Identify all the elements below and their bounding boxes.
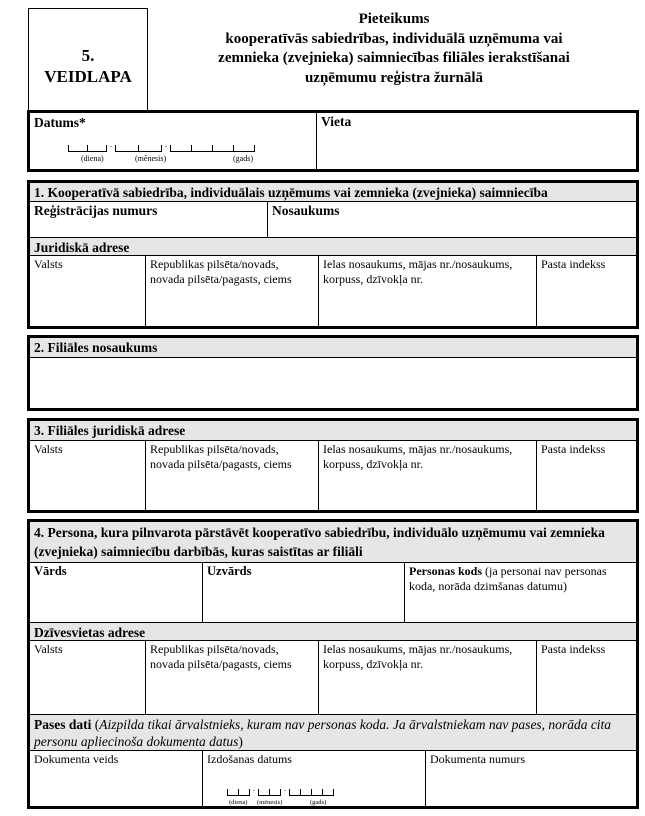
personal-code-note: (ja personai nav personas koda, norāda dzimšanas datumu) bbox=[409, 564, 607, 593]
form-number: 5. bbox=[81, 46, 95, 65]
street-field[interactable]: Ielas nosaukums, mājas nr./nosaukums, korpuss, dzīvokļa nr. bbox=[318, 641, 536, 714]
section-2 bbox=[27, 335, 639, 411]
first-name-field[interactable] bbox=[30, 563, 202, 622]
section-2-title: 2. Filiāles nosaukums bbox=[30, 338, 636, 357]
section-3-title: 3. Filiāles juridiskā adrese bbox=[30, 421, 636, 440]
section-4 bbox=[27, 519, 639, 809]
reg-number-field[interactable] bbox=[30, 202, 267, 237]
country-field[interactable]: Valsts bbox=[34, 442, 63, 456]
city-field[interactable]: Republikas pilsēta/novads, novada pilsēta/pagasts, ciems bbox=[145, 441, 318, 510]
doc-type-field[interactable]: Dokumenta veids bbox=[34, 752, 119, 766]
section-4-title: 4. Persona, kura pilnvarota pārstāvēt kooperatīvo sabiedrību, individuālo uzņēmumu vai zemnieka (zvejnieka) saimniecību darbībās, kuras saistītas ar filiāli bbox=[30, 522, 636, 562]
title-line: kooperatīvās sabiedrības, individuālā uzņēmuma vai bbox=[225, 30, 563, 47]
street-field[interactable]: Ielas nosaukums, mājas nr./nosaukums, korpuss, dzīvokļa nr. bbox=[318, 256, 536, 326]
month-label: (mēnesis) bbox=[135, 154, 167, 163]
last-name-label: Uzvārds bbox=[207, 564, 252, 578]
title-line: uzņēmumu reģistra žurnālā bbox=[304, 69, 484, 86]
date-label: Datums* bbox=[34, 115, 86, 130]
place-label: Vieta bbox=[321, 114, 352, 129]
postal-field[interactable]: Pasta indekss bbox=[536, 256, 636, 326]
branch-name-field[interactable] bbox=[30, 357, 636, 408]
date-field[interactable] bbox=[30, 113, 316, 169]
day-label: (diena) bbox=[229, 799, 248, 806]
date-input[interactable]: . . bbox=[68, 137, 255, 152]
section-1 bbox=[27, 180, 639, 329]
issue-date-label: Izdošanas datums bbox=[207, 752, 292, 766]
first-name-label: Vārds bbox=[34, 564, 67, 578]
day-label: (diena) bbox=[81, 154, 104, 163]
postal-field[interactable]: Pasta indekss bbox=[536, 641, 636, 714]
name-field[interactable] bbox=[267, 202, 636, 237]
date-place-section bbox=[27, 110, 639, 172]
city-field[interactable]: Republikas pilsēta/novads, novada pilsēta/pagasts, ciems bbox=[145, 256, 318, 326]
city-field[interactable]: Republikas pilsēta/novads, novada pilsēta/pagasts, ciems bbox=[145, 641, 318, 714]
issue-date-field[interactable] bbox=[202, 751, 425, 806]
street-field[interactable]: Ielas nosaukums, mājas nr./nosaukums, korpuss, dzīvokļa nr. bbox=[318, 441, 536, 510]
legal-address-title: Juridiskā adrese bbox=[30, 237, 636, 255]
residence-title: Dzīvesvietas adrese bbox=[30, 622, 636, 640]
doc-number-field[interactable]: Dokumenta numurs bbox=[425, 751, 636, 806]
section-1-title: 1. Kooperatīvā sabiedrība, individuālais uzņēmums vai zemnieka (zvejnieka) saimniecība bbox=[30, 183, 636, 201]
year-label: (gads) bbox=[233, 154, 253, 163]
page-title bbox=[148, 10, 640, 88]
postal-field[interactable]: Pasta indekss bbox=[536, 441, 636, 510]
form-type: VEIDLAPA bbox=[44, 67, 132, 86]
place-field[interactable] bbox=[316, 113, 636, 169]
name-label: Nosaukums bbox=[272, 203, 340, 218]
personal-code-field[interactable] bbox=[404, 563, 636, 622]
month-label: (mēnesis) bbox=[257, 799, 283, 806]
country-field[interactable]: Valsts bbox=[34, 257, 63, 271]
country-field[interactable]: Valsts bbox=[34, 642, 63, 656]
form-number-box bbox=[28, 8, 148, 112]
title-line: zemnieka (zvejnieka) saimniecības filiāles ierakstīšanai bbox=[218, 50, 570, 66]
last-name-field[interactable] bbox=[202, 563, 404, 622]
reg-number-label: Reģistrācijas numurs bbox=[34, 203, 158, 218]
issue-date-input[interactable]: . . bbox=[227, 781, 334, 796]
year-label: (gads) bbox=[310, 799, 327, 806]
passport-title: Pases dati (Aizpilda tikai ārvalstnieks, kuram nav personas koda. Ja ārvalstniekam nav pases, norāda cita personu apliecinoša dokumenta datus) bbox=[30, 714, 636, 750]
title-line: Pieteikums bbox=[358, 11, 430, 27]
passport-note: Aizpilda tikai ārvalstnieks, kuram nav personas koda. Ja ārvalstniekam nav pases, norāda cita personu apliecinoša dokumenta datus bbox=[34, 717, 612, 749]
personal-code-label: Personas kods bbox=[409, 564, 483, 578]
passport-title-label: Pases dati bbox=[34, 717, 92, 732]
section-3 bbox=[27, 418, 639, 513]
